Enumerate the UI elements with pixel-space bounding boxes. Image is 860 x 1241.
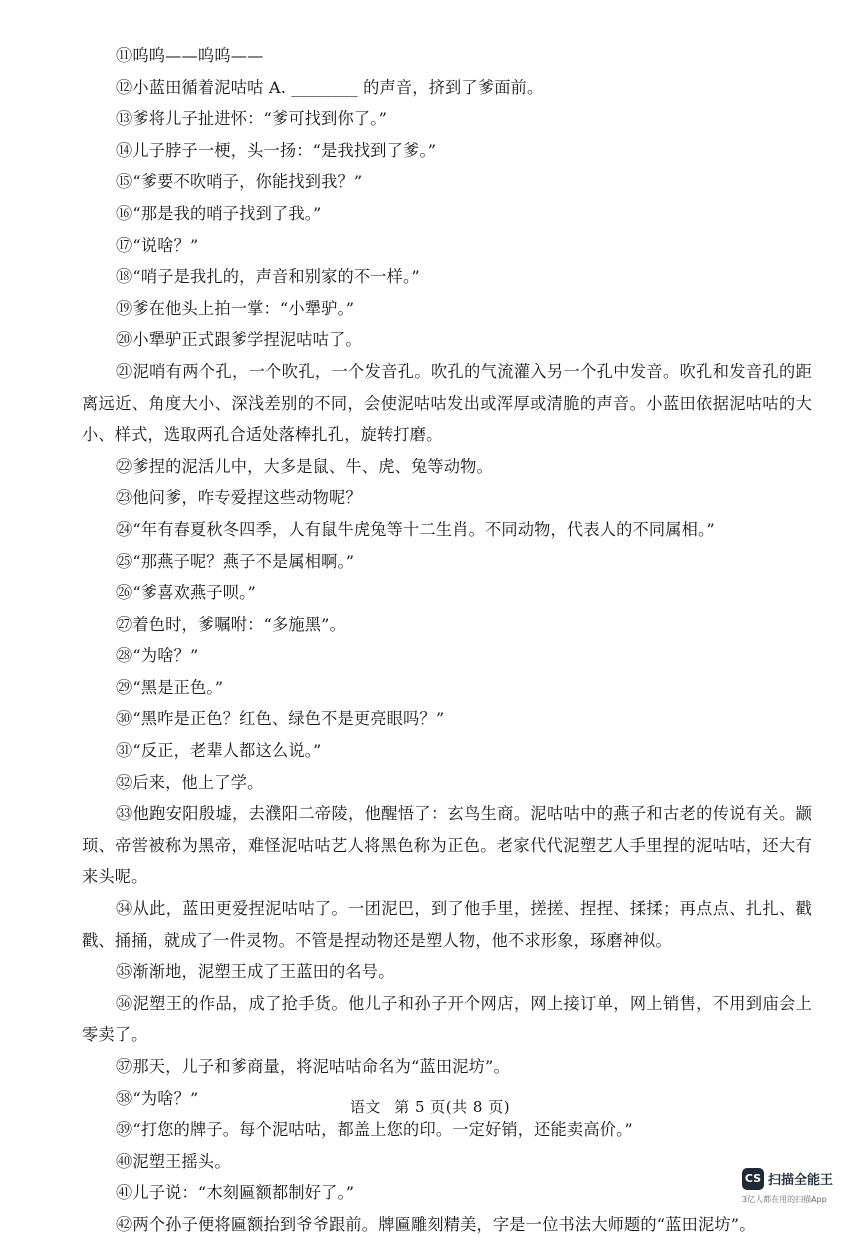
paragraph: ⑯“那是我的哨子找到了我。”	[116, 203, 322, 223]
paragraph: ㉑泥哨有两个孔，一个吹孔，一个发音孔。吹孔的气流灌入另一个孔中发音。吹孔和发音孔的距离远近、角度大小、深浅差别的不同，会使泥咕咕发出或浑厚或清脆的声音。小蓝田依据泥咕咕的大小、样式，选取两孔合适处落棒扎孔，旋转打磨。	[82, 361, 812, 445]
paragraph: ⑬爹将儿子扯进怀：“爹可找到你了。”	[116, 109, 388, 129]
paragraph: ⑮“爹要不吹哨子，你能找到我？”	[116, 172, 363, 192]
paragraph: ⑭儿子脖子一梗，头一扬：“是我找到了爹。”	[116, 140, 437, 160]
paragraph: ㊵泥塑王摇头。	[116, 1151, 231, 1171]
paragraph: ㉔“年有春夏秋冬四季，人有鼠牛虎兔等十二生肖。不同动物，代表人的不同属相。”	[116, 519, 715, 539]
paragraph: ㉞从此，蓝田更爱捏泥咕咕了。一团泥巴，到了他手里，搓搓、捏捏、揉揉；再点点、扎扎、戳戳、捅捅，就成了一件灵物。不管是捏动物还是塑人物，他不求形象，琢磨神似。	[82, 899, 812, 950]
paragraph: ㉒爹捏的泥活儿中，大多是鼠、牛、虎、兔等动物。	[116, 456, 493, 476]
paragraph: ㉙“黑是正色。”	[116, 677, 224, 697]
paragraph: ㊱泥塑王的作品，成了抢手货。他儿子和孙子开个网店，网上接订单，网上销售，不用到庙会上零卖了。	[82, 993, 812, 1045]
paragraph: ㉛“反正，老辈人都这么说。”	[116, 741, 322, 761]
paragraph: ㊷两个孙子便将匾额抬到爷爷跟前。牌匾雕刻精美，字是一位书法大师题的“蓝田泥坊”。	[116, 1214, 756, 1234]
paragraph: ㊶儿子说：“木刻匾额都制好了。”	[116, 1183, 355, 1203]
paragraph: ⑱“哨子是我扎的，声音和别家的不一样。”	[116, 267, 420, 287]
paragraph: ⑪呜呜——呜呜——	[116, 46, 264, 65]
paragraph: ㉘“为啥？”	[116, 646, 199, 666]
watermark-app-name: 扫描全能王	[768, 1173, 834, 1188]
paragraph: ㉓他问爹，咋专爱捏这些动物呢？	[116, 488, 362, 508]
paragraph: ㉕“那燕子呢？燕子不是属相啊。”	[116, 551, 355, 571]
paragraph: ⑰“说啥？”	[116, 235, 199, 255]
paragraph: ⑳小犟驴正式跟爹学捏泥咕咕了。	[116, 330, 362, 350]
paragraph: ㊴“打您的牌子。每个泥咕咕，都盖上您的印。一定好销，还能卖高价。”	[116, 1120, 633, 1140]
paragraph: ⑲爹在他头上拍一掌：“小犟驴。”	[116, 298, 355, 318]
footer-subject: 语文	[349, 1098, 381, 1116]
paragraph: ㉜后来，他上了学。	[116, 772, 264, 792]
paragraph: ㉟渐渐地，泥塑王成了王蓝田的名号。	[116, 962, 395, 982]
paragraph: ㉝他跑安阳殷墟，去濮阳二帝陵，他醒悟了：玄鸟生商。泥咕咕中的燕子和古老的传说有关。颛顼、帝喾被称为黑帝，难怪泥咕咕艺人将黑色称为正色。老家代代泥塑艺人手里捏的泥咕咕，还大有来头呢。	[82, 804, 812, 887]
footer-page-number: 第 5 页(共 8 页)	[394, 1098, 511, 1116]
paragraph: ⑫小蓝田循着泥咕咕 A. ________ 的声音，挤到了爹面前。	[116, 77, 544, 97]
paragraph: ㊲那天，儿子和爹商量，将泥咕咕命名为“蓝田泥坊”。	[116, 1057, 510, 1076]
page-footer	[0, 1096, 860, 1117]
reading-passage	[82, 40, 812, 1241]
watermark-slogan: 3亿人都在用的扫描App	[742, 1195, 827, 1204]
paragraph: ㉗着色时，爹嘱咐：“多施黑”。	[116, 614, 346, 634]
camscanner-logo-icon: CS	[742, 1168, 764, 1190]
paragraph: ㉚“黑咋是正色？红色、绿色不是更亮眼吗？”	[116, 709, 445, 729]
paragraph: ㉖“爹喜欢燕子呗。”	[116, 583, 256, 603]
paragraph: ㊳“为啥？”	[116, 1088, 199, 1108]
scanner-watermark	[742, 1168, 854, 1208]
